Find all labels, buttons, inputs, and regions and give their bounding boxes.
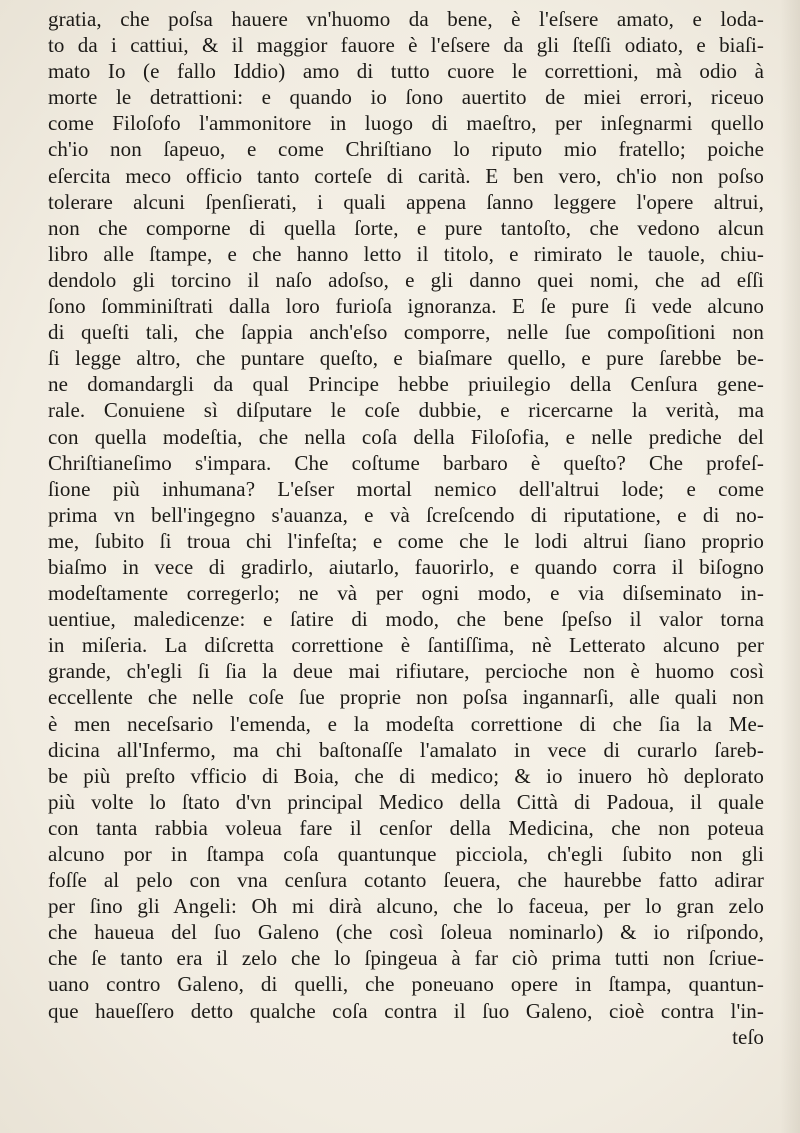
body-text — [48, 6, 764, 1050]
text-line: to da i cattiui, & il maggior fauore è l'eſsere da gli ſteſſi odiato, e biaſi- — [48, 33, 764, 58]
text-line: non che comporne di quella ſorte, e pure tantoſto, che vedono alcun — [48, 215, 764, 240]
text-line: Chriſtianeſimo s'impara. Che coſtume barbaro è queſto? Che profeſ- — [48, 450, 764, 475]
text-line: ſono ſomminiſtrati dalla loro furioſa ignoranza. E ſe pure ſi vede alcuno — [48, 294, 764, 319]
text-line: con tanta rabbia voleua fare il cenſor della Medicina, che non poteua — [48, 815, 764, 840]
text-line: alcuno por in ſtampa coſa quantunque picciola, ch'egli ſubito non gli — [48, 842, 764, 866]
text-line: biaſmo in vece di gradirlo, aiutarlo, fauorirlo, e quando corra il biſogno — [48, 554, 764, 579]
text-line: uano contro Galeno, di quelli, che poneuano opere in ſtampa, quantun- — [48, 972, 764, 997]
text-line: eccellente che nelle coſe ſue proprie non poſsa ingannarſi, alle quali non — [48, 685, 764, 710]
text-line: me, ſubito ſi troua chi l'infeſta; e come che le lodi altrui ſiano proprio — [48, 528, 764, 553]
text-line: prima vn bell'ingegno s'auanza, e và ſcreſcendo di riputatione, e di no- — [48, 502, 764, 527]
text-line: foſſe al pelo con vna cenſura cotanto ſeuera, che haurebbe fatto adirar — [48, 868, 764, 893]
text-line: modeſtamente corregerlo; ne và per ogni modo, e via diſseminato in- — [48, 581, 764, 606]
catchword: teſo — [732, 1024, 764, 1049]
text-line: grande, ch'egli ſi ſia la deue mai rifiutare, percioche non è huomo così — [48, 659, 764, 684]
text-line: ch'io non ſapeuo, e come Chriſtiano lo riputo mio fratello; poiche — [48, 137, 764, 162]
text-line: be più preſto vfficio di Boia, che di medico; & io inuero hò deplorato — [48, 763, 764, 788]
text-line: in miſeria. La diſcretta correttione è ſantiſſima, nè Letterato alcuno per — [48, 633, 764, 658]
text-line: mato Io (e fallo Iddio) amo di tutto cuore le correttioni, mà odio à — [48, 59, 764, 84]
text-line: libro alle ſtampe, e che hanno letto il titolo, e rimirato le tauole, chiu- — [48, 241, 764, 266]
page-edge-shadow — [780, 0, 800, 1133]
text-line: più volte lo ſtato d'vn principal Medico della Città di Padoua, il quale — [48, 789, 764, 814]
text-line: come Filoſofo l'ammonitore in luogo di maeſtro, per inſegnarmi quello — [48, 111, 764, 136]
text-line: che ſe tanto era il zelo che lo ſpingeua à far ciò prima tutti non ſcriue- — [48, 946, 764, 971]
text-line: dicina all'Infermo, ma chi baſtonaſſe l'amalato in vece di curarlo ſareb- — [48, 737, 764, 762]
text-line: ſione più inhumana? L'eſser mortal nemico dell'altrui lode; e come — [48, 476, 764, 501]
text-line: rale. Conuiene sì diſputare le coſe dubbie, e ricercarne la verità, ma — [48, 398, 764, 423]
text-line: gratia, che poſsa hauere vn'huomo da bene, è l'eſsere amato, e loda- — [48, 7, 764, 31]
text-line: dendolo gli torcino il naſo adoſso, e gli danno quei nomi, che ad eſſi — [48, 267, 764, 292]
text-line: tolerare alcuni ſpenſierati, i quali appena ſanno leggere l'opere altrui, — [48, 189, 764, 214]
text-line: per ſino gli Angeli: Oh mi dirà alcuno, che lo faceua, per lo gran zelo — [48, 894, 764, 919]
text-line: eſercita meco officio tanto corteſe di carità. E ben vero, ch'io non poſso — [48, 163, 764, 188]
text-line: ſi legge altro, che puntare queſto, e biaſmare quello, e pure ſarebbe be- — [48, 346, 764, 371]
text-line: è men neceſsario l'emenda, e la modeſta correttione di che ſia la Me- — [48, 711, 764, 736]
text-line: morte le detrattioni: e quando io ſono auertito de miei errori, riceuo — [48, 85, 764, 110]
text-line: che haueua del ſuo Galeno (che così ſoleua nominarlo) & io riſpondo, — [48, 920, 764, 945]
text-line: ne domandargli da qual Principe hebbe priuilegio della Cenſura gene- — [48, 372, 764, 397]
text-line: di queſti tali, che ſappia anch'eſso comporre, nelle ſue compoſitioni non — [48, 320, 764, 345]
text-line: uentiue, maledicenze: e ſatire di modo, che bene ſpeſso il valor torna — [48, 607, 764, 632]
text-line: que haueſſero detto qualche coſa contra il ſuo Galeno, cioè contra l'in- — [48, 998, 764, 1023]
text-line: con quella modeſtia, che nella coſa della Filoſofia, e nelle prediche del — [48, 424, 764, 449]
